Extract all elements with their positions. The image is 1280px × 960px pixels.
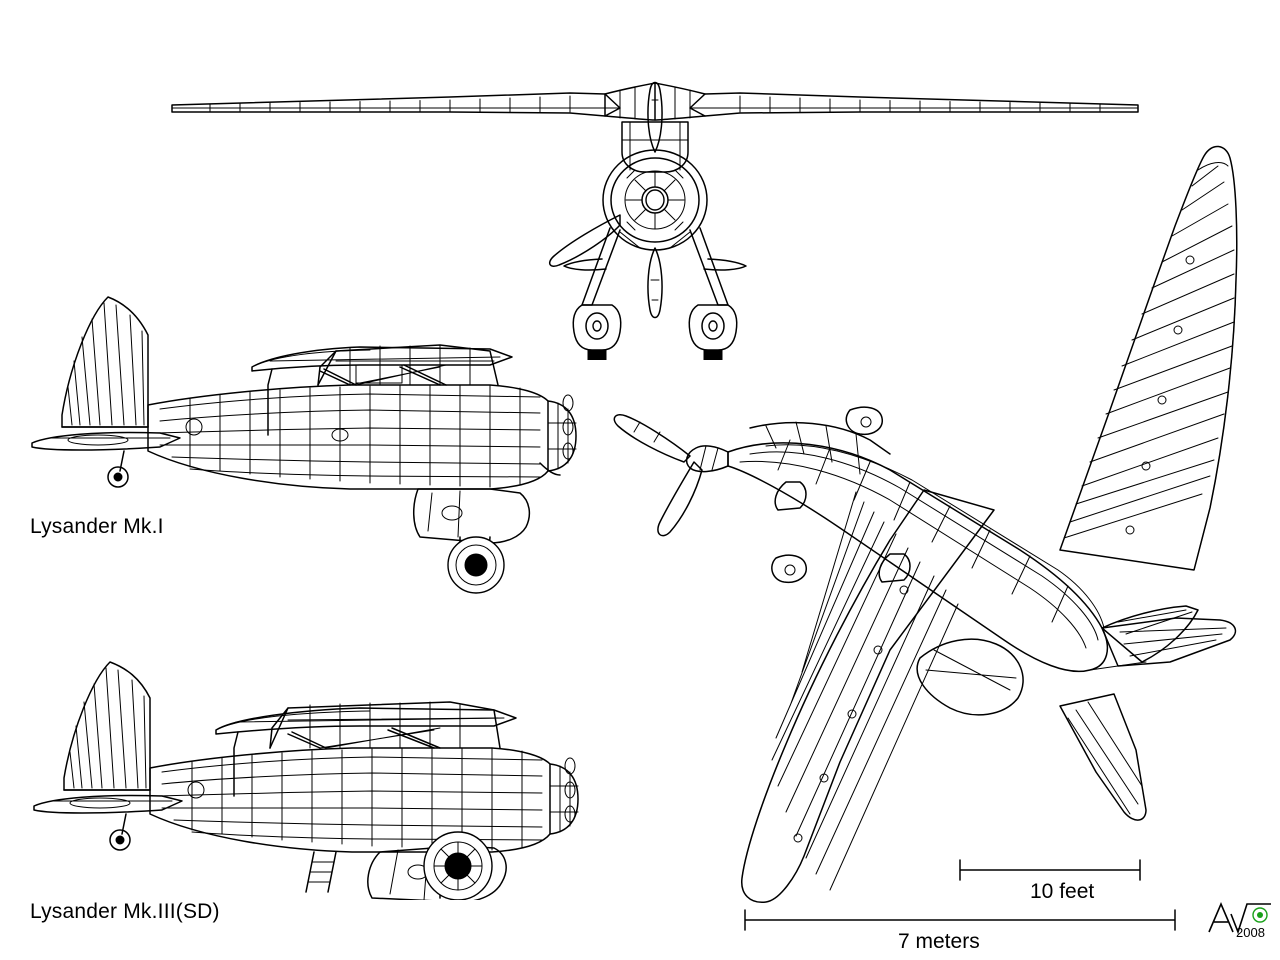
signature-year: 2008 [1236,925,1265,940]
plan-landing-gear [775,482,910,582]
mk3sd-tail [34,662,182,850]
scale-label-meters: 7 meters [898,930,980,953]
scale-bar-feet [955,855,1155,881]
mk3sd-fuselage [150,702,578,892]
side-view-mk1 [20,275,660,595]
label-mk1: Lysander Mk.I [30,515,164,538]
plan-fuselage [728,440,1107,715]
side-view-mk3sd [20,640,660,900]
mk1-fuselage [148,345,576,489]
mk1-wing-strut [252,347,512,435]
plan-view [590,110,1280,920]
scale-bar-meters [740,905,1190,931]
mk3sd-wing-strut [216,708,516,796]
mk1-tail [32,297,180,487]
plan-engine-prop [614,407,890,582]
plan-starboard-wing [1060,146,1237,570]
plan-port-wing [742,490,994,902]
label-mk3sd: Lysander Mk.III(SD) [30,900,220,923]
mk1-landing-gear [414,489,530,593]
plan-tailplane [1060,606,1235,820]
mk3sd-landing-gear [368,832,506,900]
scale-label-feet: 10 feet [1030,880,1095,903]
